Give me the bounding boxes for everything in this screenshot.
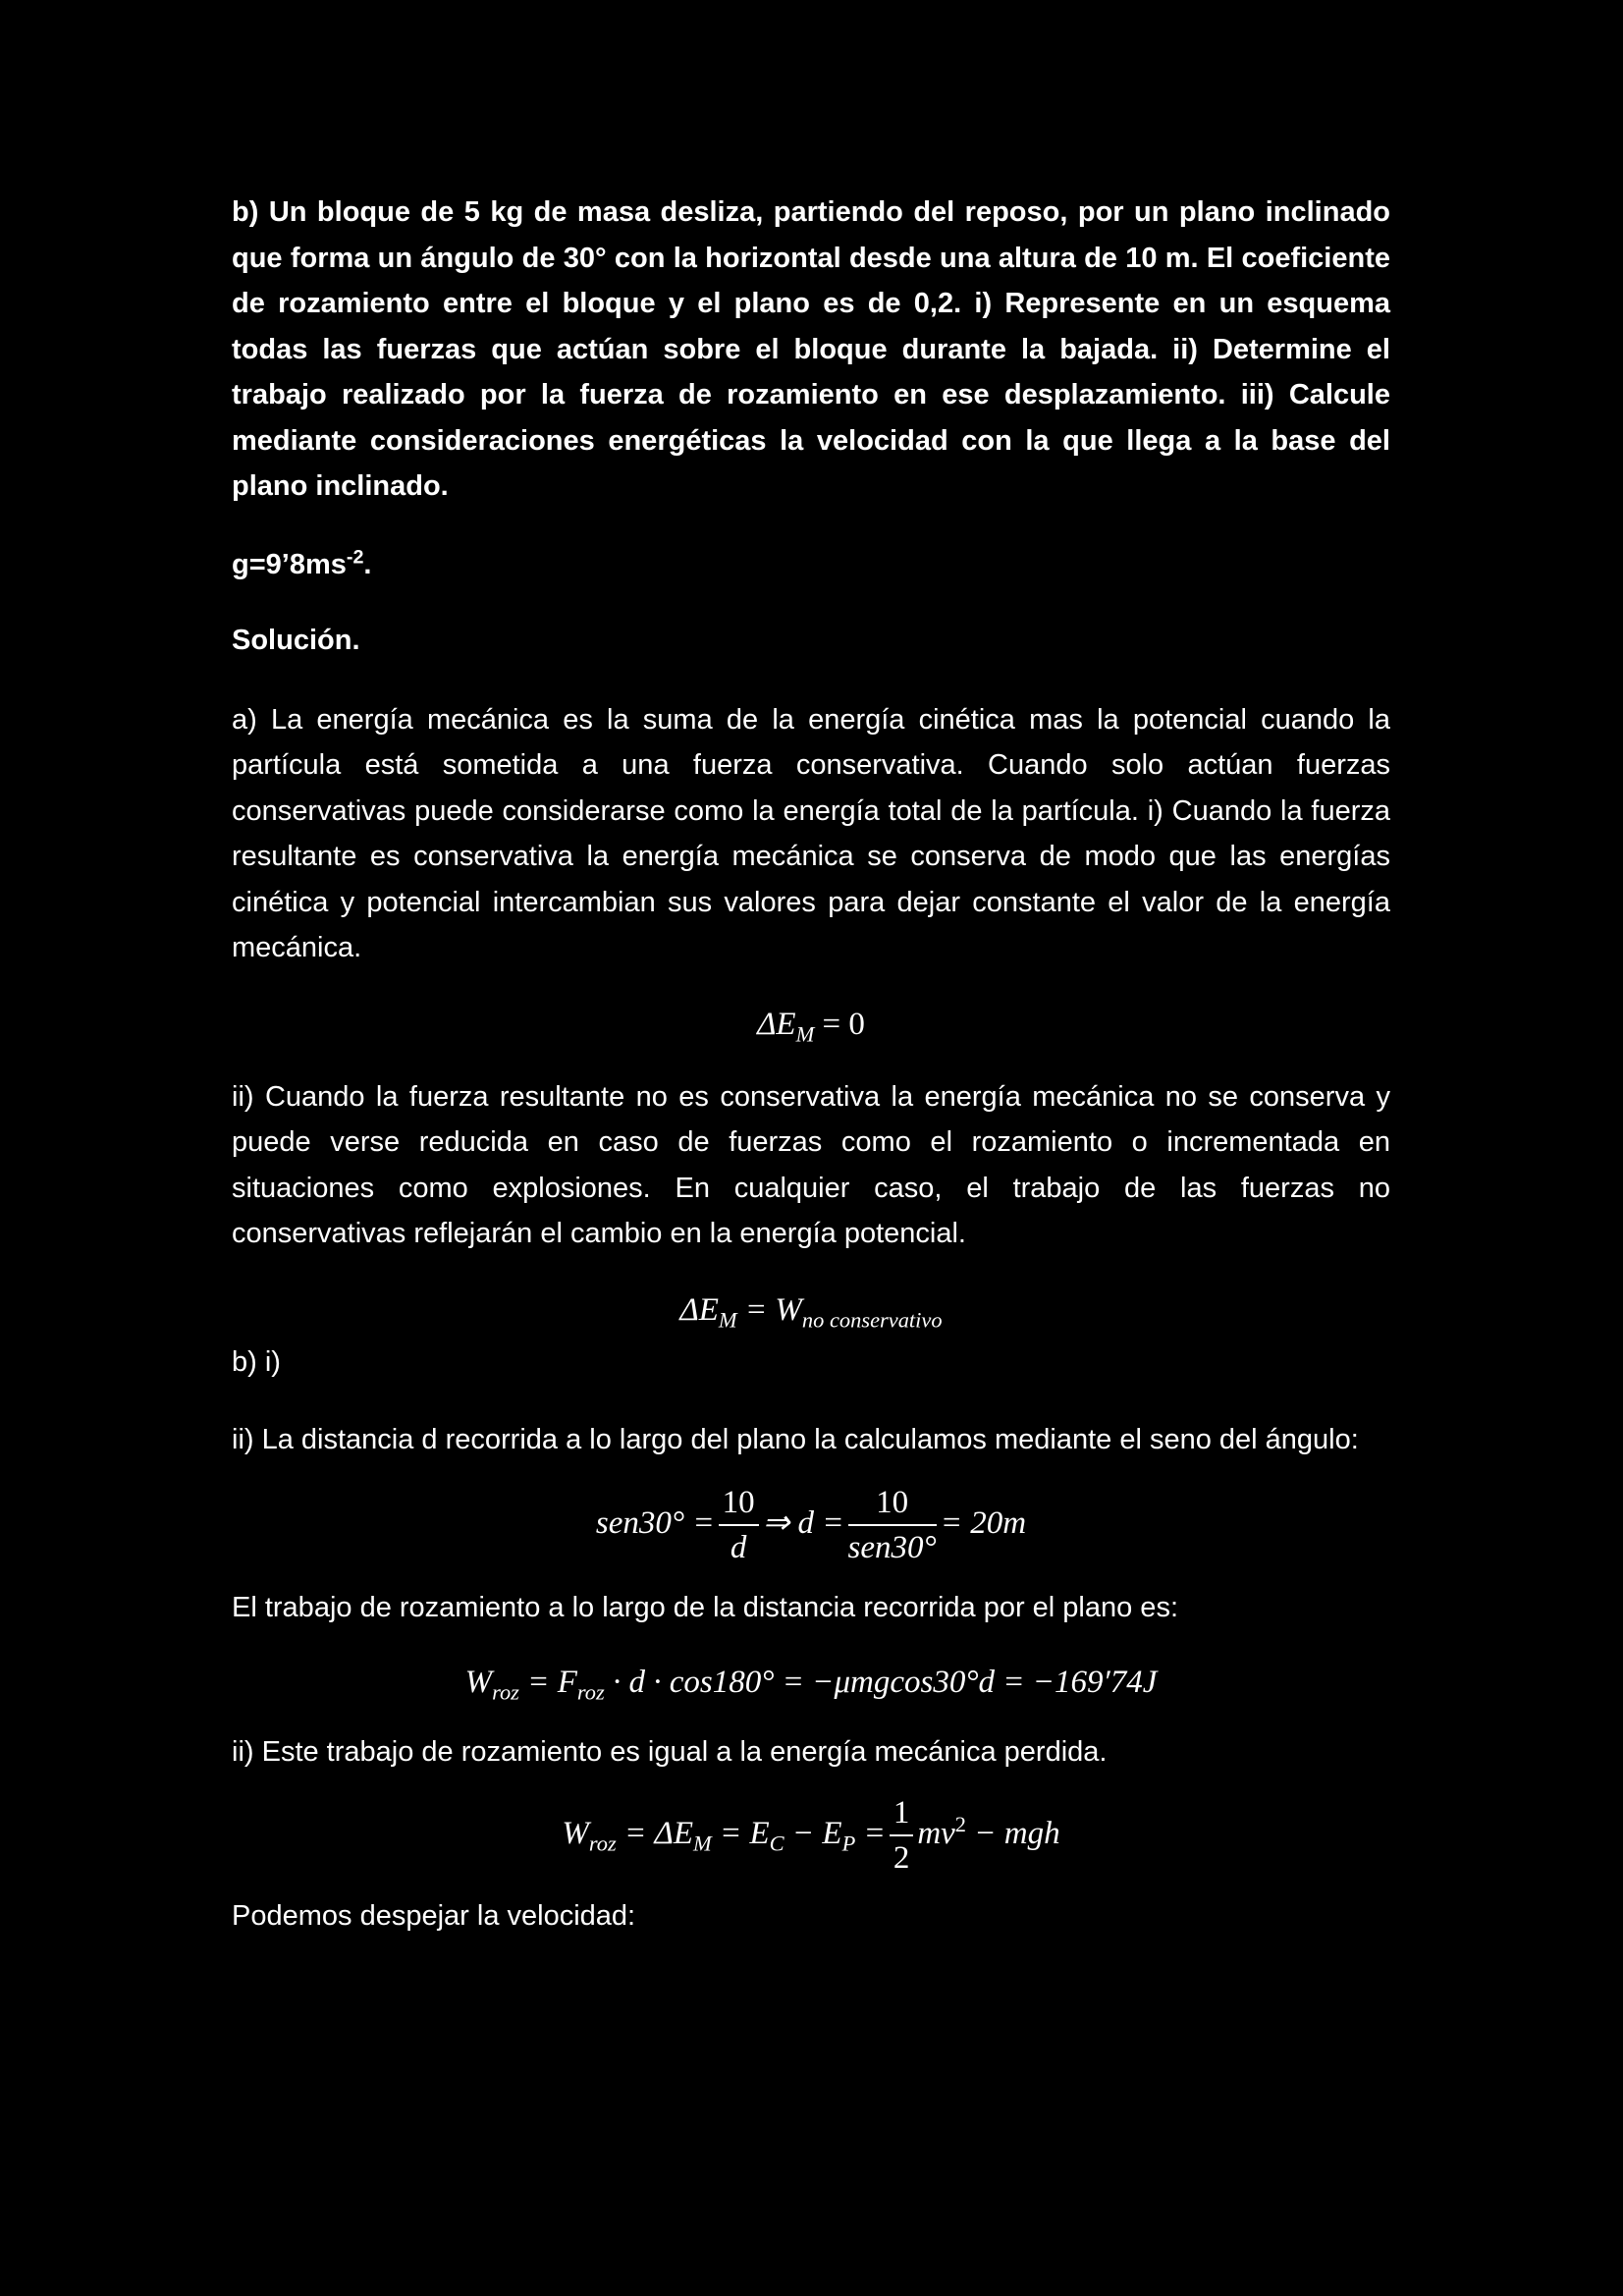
equation-distance	[232, 1483, 1390, 1565]
eq2-rhs-sub: no conservativo	[801, 1307, 943, 1333]
eq3-f1-den: d	[730, 1529, 747, 1565]
eq3-f2-den: sen30°	[847, 1529, 937, 1565]
eq5-ep: − E	[784, 1815, 842, 1851]
eq5-w-sub: roz	[588, 1831, 617, 1856]
eq4-rest: · d · cos180° = −μmgcos30°d = −169′74J	[604, 1665, 1158, 1701]
equation-energy-conservation	[232, 1002, 1390, 1047]
eq1-sub: M	[795, 1021, 815, 1047]
eq3-f1-num: 10	[719, 1485, 759, 1526]
eq1-rhs: = 0	[814, 1006, 865, 1042]
section-b-iii-text: ii) Este trabajo de rozamiento es igual a la energía mecánica perdida.	[232, 1736, 1108, 1769]
section-b-i-label: b) i)	[232, 1345, 281, 1378]
gravity-value	[232, 542, 1390, 588]
eq3-result: = 20m	[940, 1504, 1027, 1541]
eq3-fraction-1	[719, 1485, 759, 1565]
eq2-lhs: ΔE	[679, 1291, 719, 1328]
section-a-text: a) La energía mecánica es la suma de la energía cinética mas la potencial cuando la partícula está sometida a una fuerza conservativa. Cuando solo actúan fuerzas conservativas puede considerarse como la energía total de la partícula. i) Cuando la fuerza resultante es conservativa la energía mecánica se conserva de modo que las energías cinética y potencial intercambian sus valores para dejar constante el valor de la energía mecánica.	[232, 703, 1390, 963]
eq5-de-sub: M	[693, 1831, 712, 1856]
equation-energy-loss	[232, 1793, 1390, 1876]
eq4-f-sub: roz	[576, 1680, 605, 1706]
gravity-base: g=9’8ms	[232, 548, 347, 580]
eq2-eq: = W	[736, 1291, 802, 1328]
eq5-fraction	[890, 1795, 914, 1876]
eq5-eq: =	[855, 1815, 886, 1851]
eq4-w: W	[464, 1665, 493, 1701]
eq2-lhs-sub: M	[718, 1307, 737, 1333]
gravity-exponent: -2	[346, 545, 364, 568]
eq3-fraction-2	[848, 1485, 937, 1565]
work-text: El trabajo de rozamiento a lo largo de la distancia recorrida por el plano es:	[232, 1591, 1178, 1623]
eq5-ec-sub: C	[769, 1831, 784, 1856]
eq5-frac-den: 2	[893, 1840, 910, 1877]
eq5-ec: = E	[711, 1815, 770, 1851]
section-b-ii-text: ii) La distancia d recorrida a lo largo del plano la calculamos mediante el seno del ángulo:	[232, 1424, 1359, 1455]
eq5-mv-sup: 2	[954, 1811, 967, 1836]
eq5-tail: − mgh	[966, 1815, 1060, 1851]
document-page	[232, 190, 1390, 1940]
eq5-w: W	[562, 1815, 589, 1851]
eq3-lhs: sen30° =	[595, 1504, 715, 1541]
eq4-w-sub: roz	[492, 1680, 519, 1706]
problem-statement: b) Un bloque de 5 kg de masa desliza, partiendo del reposo, por un plano inclinado que forma un ángulo de 30° con la horizontal desde una altura de 10 m. El coeficiente de rozamiento entre el bloque y el plano es de 0,2. i) Represente en un esquema todas las fuerzas que actúan sobre el bloque durante la bajada. ii) Determine el trabajo realizado por la fuerza de rozamiento en ese desplazamiento. iii) Calcule mediante consideraciones energéticas la velocidad con la que llega a la base del plano inclinado.	[232, 196, 1390, 502]
eq3-f2-num: 10	[848, 1485, 937, 1526]
eq5-ep-sub: P	[841, 1831, 856, 1856]
eq5-mv: mv	[917, 1815, 955, 1851]
eq3-mid: ⇒ d =	[762, 1504, 844, 1541]
section-a-ii-text: ii) Cuando la fuerza resultante no es conservativa la energía mecánica no se conserva y puede verse reducida en caso de fuerzas como el rozamiento o incrementada en situaciones como explosiones. En cualquier caso, el trabajo de las fuerzas no conservativas reflejarán el cambio en la energía potencial.	[232, 1080, 1390, 1249]
eq5-de: = ΔE	[616, 1815, 694, 1851]
closing-text: Podemos despejar la velocidad:	[232, 1900, 636, 1933]
equation-friction-work	[232, 1660, 1390, 1705]
gravity-end: .	[363, 548, 372, 580]
equation-nonconservative-work	[232, 1287, 1390, 1333]
solution-heading: Solución.	[232, 625, 360, 656]
eq1-lhs: ΔE	[757, 1006, 796, 1042]
eq5-frac-num: 1	[890, 1795, 914, 1836]
eq4-f: = F	[518, 1665, 577, 1701]
